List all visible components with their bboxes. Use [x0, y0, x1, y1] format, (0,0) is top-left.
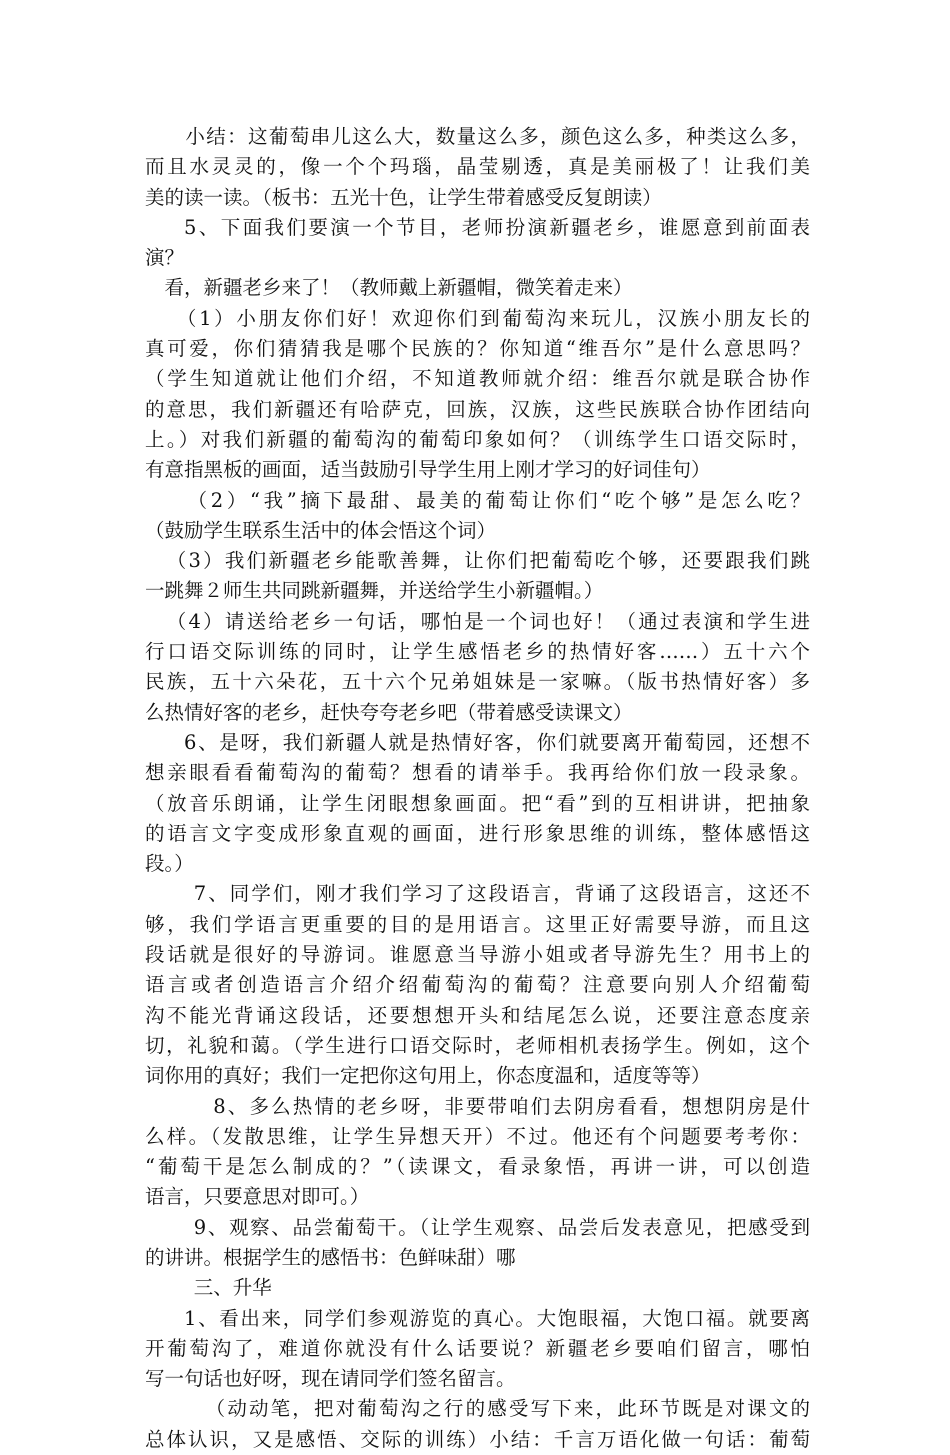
text-line: 演？ [145, 246, 185, 270]
text-line: 6、是呀，我们新疆人就是热情好客，你们就要离开葡萄园，还想不 [184, 730, 810, 754]
text-line: （动动笔，把对葡萄沟之行的感受写下来，此环节既是对课文的 [203, 1397, 810, 1421]
text-line: 开葡萄沟了，难道你就没有什么话要说？新疆老乡要咱们留言，哪怕 [145, 1336, 810, 1360]
text-line: 9、观察、品尝葡萄干。（让学生观察、品尝后发表意见，把感受到 [193, 1215, 810, 1239]
text-line: （4）请送给老乡一句话，哪怕是一个词也好！（通过表演和学生进 [164, 609, 810, 633]
text-line: 有意指黑板的画面，适当鼓励引导学生用上刚才学习的好词佳句） [145, 458, 711, 482]
text-line: （学生知道就让他们介绍，不知道教师就介绍：维吾尔就是联合协作 [145, 367, 810, 391]
text-line: （鼓励学生联系生活中的体会悟这个词） [145, 518, 497, 542]
text-line: 美的读一读。（板书：五光十色，让学生带着感受反复朗读） [145, 185, 662, 209]
text-line: 的意思，我们新疆还有哈萨克，回族，汉族，这些民族联合协作团结向 [145, 397, 810, 421]
text-line: 的讲讲。根据学生的感悟书：色鲜味甜）哪 [145, 1245, 516, 1269]
text-line: 小结：这葡萄串儿这么大，数量这么多，颜色这么多，种类这么多， [184, 125, 810, 148]
text-line: 么热情好客的老乡，赶快夸夸老乡吧（带着感受读课文） [145, 700, 633, 724]
text-line: 8、多么热情的老乡呀，非要带咱们去阴房看看，想想阴房是什 [213, 1094, 810, 1118]
text-line: 语言或者创造语言介绍介绍葡萄沟的葡萄？注意要向别人介绍葡萄 [145, 973, 810, 997]
text-line: 三、升华 [193, 1276, 272, 1300]
text-line: 总体认识，又是感悟、交际的训练）小结：千言万语化做一句话：葡萄 [145, 1427, 810, 1451]
text-line: 切，礼貌和蔼。（学生进行口语交际时，老师相机表扬学生。例如，这个 [145, 1033, 810, 1057]
text-line: 5、下面我们要演一个节目，老师扮演新疆老乡，谁愿意到前面表 [184, 215, 810, 239]
text-line: 民族，五十六朵花，五十六个兄弟姐妹是一家嘛。（版书热情好客）多 [145, 670, 810, 694]
text-line: 够，我们学语言更重要的目的是用语言。这里正好需要导游，而且这 [145, 912, 810, 936]
text-line: “葡萄干是怎么制成的？”（读课文，看录象悟，再讲一讲，可以创造 [145, 1155, 810, 1179]
text-line: 段。） [145, 852, 194, 876]
text-line: 么样。（发散思维，让学生异想天开）不过。他还有个问题要考考你： [145, 1124, 810, 1148]
text-line: 而且水灵灵的，像一个个玛瑙，晶莹剔透，真是美丽极了！让我们美 [145, 155, 810, 179]
text-line: 的语言文字变成形象直观的画面，进行形象思维的训练，整体感悟这 [145, 821, 810, 845]
document-body [145, 122, 810, 1455]
text-line: 段话就是很好的导游词。谁愿意当导游小姐或者导游先生？用书上的 [145, 943, 810, 967]
text-line: 一跳舞２师生共同跳新疆舞，并送给学生小新疆帽。） [145, 579, 604, 603]
text-line: 写一句话也好呀，现在请同学们签名留言。 [145, 1367, 516, 1391]
text-line: 上。）对我们新疆的葡萄沟的葡萄印象如何？（训练学生口语交际时， [145, 427, 810, 451]
text-line: 1、看出来，同学们参观游览的真心。大饱眼福，大饱口福。就要离 [184, 1306, 810, 1330]
text-line: 沟不能光背诵这段话，还要想想开头和结尾怎么说，还要注意态度亲 [145, 1003, 810, 1027]
text-line: 词你用的真好；我们一定把你这句用上，你态度温和，适度等等） [145, 1064, 711, 1088]
text-line: （2）“我”摘下最甜、最美的葡萄让你们“吃个够”是怎么吃？ [184, 488, 810, 512]
text-line: （放音乐朗诵，让学生闭眼想象画面。把“看”到的互相讲讲，把抽象 [145, 791, 810, 815]
text-line: 行口语交际训练的同时，让学生感悟老乡的热情好客……）五十六个 [145, 640, 810, 664]
text-line: 7、同学们，刚才我们学习了这段语言，背诵了这段语言，这还不 [193, 882, 810, 906]
text-line: （1）小朋友你们好！欢迎你们到葡萄沟来玩儿，汉族小朋友长的 [174, 306, 810, 330]
text-line: 语言，只要意思对即可。） [145, 1185, 370, 1209]
text-line: 真可爱，你们猜猜我是哪个民族的？你知道“维吾尔”是什么意思吗？ [145, 337, 810, 361]
text-line: （3）我们新疆老乡能歌善舞，让你们把葡萄吃个够，还要跟我们跳 [164, 549, 810, 573]
text-line: 想亲眼看看葡萄沟的葡萄？想看的请举手。我再给你们放一段录象。 [145, 761, 810, 785]
text-line: 看，新疆老乡来了！（教师戴上新疆帽，微笑着走来） [164, 276, 633, 300]
